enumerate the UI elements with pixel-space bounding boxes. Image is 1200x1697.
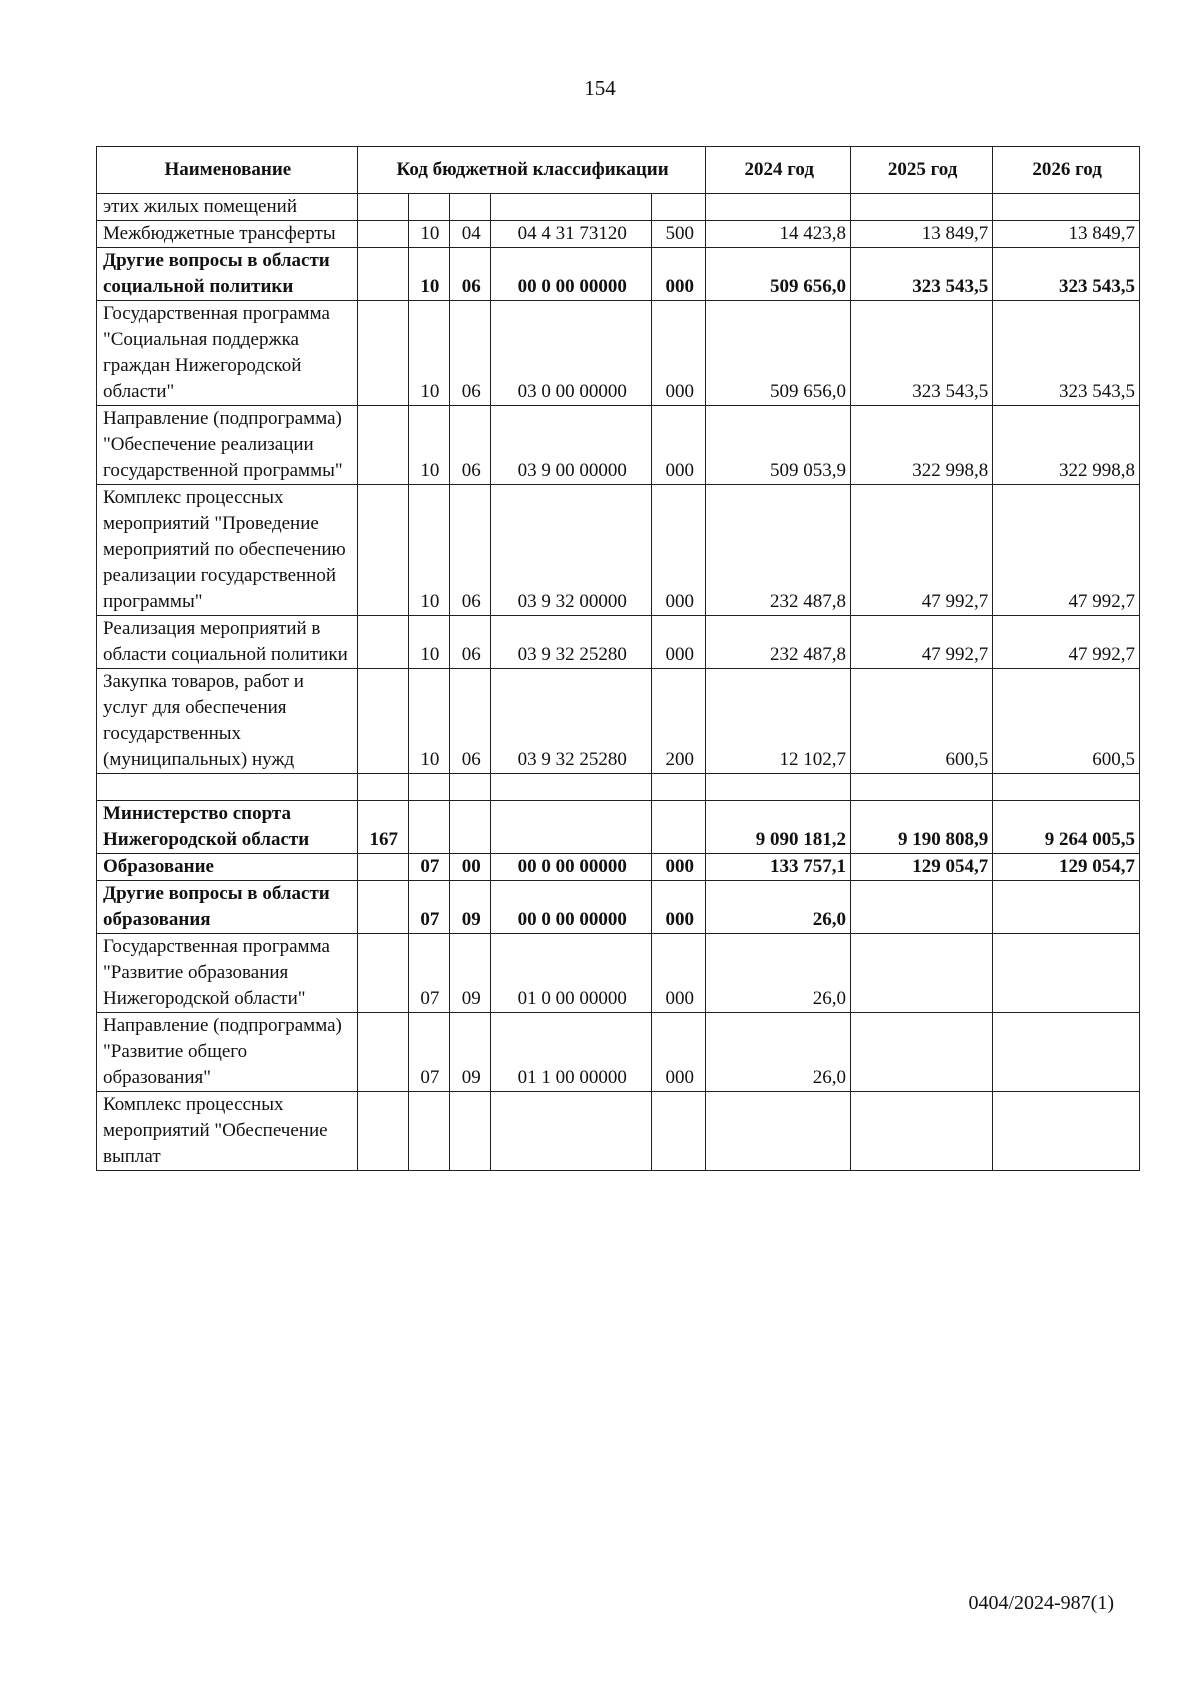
- cell-2024: 26,0: [706, 934, 850, 1013]
- cell-expense-type: [652, 801, 706, 854]
- cell-expense-type: 500: [652, 221, 706, 248]
- cell-2024: 509 053,9: [706, 406, 850, 485]
- cell-gr-code: [357, 221, 408, 248]
- cell-2026: 129 054,7: [993, 854, 1140, 881]
- cell-2026: [993, 774, 1140, 801]
- cell-name: Реализация мероприятий в области социальной политики: [97, 616, 358, 669]
- table-row: [97, 1013, 1140, 1092]
- cell-subsection: 09: [450, 934, 491, 1013]
- cell-section: 10: [408, 248, 449, 301]
- cell-2024: 14 423,8: [706, 221, 850, 248]
- cell-subsection: 06: [450, 485, 491, 616]
- cell-section: 07: [408, 881, 449, 934]
- cell-2025: [850, 881, 992, 934]
- cell-gr-code: [357, 194, 408, 221]
- cell-gr-code: [357, 1092, 408, 1171]
- cell-gr-code: [357, 406, 408, 485]
- cell-expense-type: [652, 1092, 706, 1171]
- table-row: [97, 248, 1140, 301]
- header-2026: 2026 год: [993, 147, 1140, 194]
- table-row: [97, 669, 1140, 774]
- cell-subsection: [450, 194, 491, 221]
- cell-gr-code: [357, 854, 408, 881]
- cell-2026: [993, 1013, 1140, 1092]
- cell-name: Образование: [97, 854, 358, 881]
- budget-table: [96, 146, 1140, 1171]
- cell-section: 07: [408, 934, 449, 1013]
- cell-expense-type: 000: [652, 1013, 706, 1092]
- header-2024: 2024 год: [706, 147, 850, 194]
- cell-expense-type: 000: [652, 616, 706, 669]
- cell-2026: 13 849,7: [993, 221, 1140, 248]
- cell-section: [408, 774, 449, 801]
- cell-expense-type: 000: [652, 854, 706, 881]
- table-row: [97, 1092, 1140, 1171]
- cell-section: [408, 194, 449, 221]
- cell-2025: [850, 1013, 992, 1092]
- cell-gr-code: 167: [357, 801, 408, 854]
- cell-target-code: 00 0 00 00000: [491, 854, 652, 881]
- table-header-row: [97, 147, 1140, 194]
- cell-section: 10: [408, 616, 449, 669]
- cell-name: Министерство спорта Нижегородской области: [97, 801, 358, 854]
- cell-name: Комплекс процессных мероприятий "Обеспечение выплат: [97, 1092, 358, 1171]
- cell-2025: 47 992,7: [850, 485, 992, 616]
- cell-target-code: [491, 194, 652, 221]
- cell-subsection: 09: [450, 1013, 491, 1092]
- cell-expense-type: [652, 194, 706, 221]
- cell-expense-type: 000: [652, 934, 706, 1013]
- cell-name: Межбюджетные трансферты: [97, 221, 358, 248]
- cell-subsection: 09: [450, 881, 491, 934]
- cell-2026: [993, 1092, 1140, 1171]
- cell-2024: [706, 1092, 850, 1171]
- cell-2026: 9 264 005,5: [993, 801, 1140, 854]
- cell-gr-code: [357, 774, 408, 801]
- cell-name: [97, 774, 358, 801]
- cell-2024: [706, 194, 850, 221]
- document-code: 0404/2024-987(1): [968, 1592, 1114, 1614]
- table-row: [97, 801, 1140, 854]
- cell-expense-type: 000: [652, 248, 706, 301]
- cell-subsection: 06: [450, 669, 491, 774]
- cell-name: Государственная программа "Развитие образования Нижегородской области": [97, 934, 358, 1013]
- cell-subsection: [450, 1092, 491, 1171]
- table-row: [97, 774, 1140, 801]
- cell-2024: 26,0: [706, 1013, 850, 1092]
- cell-section: 07: [408, 1013, 449, 1092]
- cell-expense-type: 000: [652, 881, 706, 934]
- cell-gr-code: [357, 301, 408, 406]
- cell-2025: 47 992,7: [850, 616, 992, 669]
- cell-2025: [850, 774, 992, 801]
- cell-gr-code: [357, 934, 408, 1013]
- cell-subsection: 06: [450, 616, 491, 669]
- table-row: [97, 485, 1140, 616]
- cell-section: 07: [408, 854, 449, 881]
- cell-2025: 322 998,8: [850, 406, 992, 485]
- cell-2026: 47 992,7: [993, 485, 1140, 616]
- cell-2025: 129 054,7: [850, 854, 992, 881]
- header-name: Наименование: [97, 147, 358, 194]
- cell-target-code: 03 9 32 00000: [491, 485, 652, 616]
- cell-section: 10: [408, 301, 449, 406]
- cell-2026: 323 543,5: [993, 301, 1140, 406]
- table-body: [97, 194, 1140, 1171]
- cell-subsection: [450, 801, 491, 854]
- cell-section: [408, 1092, 449, 1171]
- cell-2026: 323 543,5: [993, 248, 1140, 301]
- cell-name: Государственная программа "Социальная поддержка граждан Нижегородской области": [97, 301, 358, 406]
- cell-subsection: [450, 774, 491, 801]
- cell-name: Другие вопросы в области социальной политики: [97, 248, 358, 301]
- cell-2024: 509 656,0: [706, 301, 850, 406]
- cell-section: [408, 801, 449, 854]
- cell-expense-type: 000: [652, 406, 706, 485]
- cell-expense-type: [652, 774, 706, 801]
- cell-gr-code: [357, 1013, 408, 1092]
- header-2025: 2025 год: [850, 147, 992, 194]
- cell-section: 10: [408, 406, 449, 485]
- cell-2024: 232 487,8: [706, 485, 850, 616]
- table-row: [97, 406, 1140, 485]
- cell-section: 10: [408, 221, 449, 248]
- cell-section: 10: [408, 669, 449, 774]
- cell-name: Направление (подпрограмма) "Обеспечение реализации государственной программы": [97, 406, 358, 485]
- cell-target-code: 01 0 00 00000: [491, 934, 652, 1013]
- cell-target-code: 03 9 32 25280: [491, 616, 652, 669]
- cell-2026: 600,5: [993, 669, 1140, 774]
- cell-2025: 323 543,5: [850, 248, 992, 301]
- cell-subsection: 06: [450, 248, 491, 301]
- cell-expense-type: 000: [652, 485, 706, 616]
- cell-2025: 600,5: [850, 669, 992, 774]
- cell-gr-code: [357, 669, 408, 774]
- cell-subsection: 06: [450, 301, 491, 406]
- cell-2026: [993, 934, 1140, 1013]
- table-row: [97, 881, 1140, 934]
- cell-2024: [706, 774, 850, 801]
- cell-2025: 323 543,5: [850, 301, 992, 406]
- table-row: [97, 221, 1140, 248]
- cell-name: Закупка товаров, работ и услуг для обеспечения государственных (муниципальных) нужд: [97, 669, 358, 774]
- cell-subsection: 04: [450, 221, 491, 248]
- cell-2025: [850, 194, 992, 221]
- cell-expense-type: 000: [652, 301, 706, 406]
- cell-section: 10: [408, 485, 449, 616]
- page-number: 154: [584, 76, 616, 100]
- cell-gr-code: [357, 881, 408, 934]
- cell-gr-code: [357, 485, 408, 616]
- cell-gr-code: [357, 616, 408, 669]
- cell-gr-code: [357, 248, 408, 301]
- cell-name: этих жилых помещений: [97, 194, 358, 221]
- cell-2025: 13 849,7: [850, 221, 992, 248]
- cell-2024: 509 656,0: [706, 248, 850, 301]
- cell-subsection: 00: [450, 854, 491, 881]
- cell-target-code: [491, 801, 652, 854]
- cell-target-code: 03 0 00 00000: [491, 301, 652, 406]
- cell-2024: 26,0: [706, 881, 850, 934]
- cell-target-code: [491, 1092, 652, 1171]
- cell-target-code: 01 1 00 00000: [491, 1013, 652, 1092]
- cell-name: Другие вопросы в области образования: [97, 881, 358, 934]
- table-row: [97, 854, 1140, 881]
- cell-2026: 47 992,7: [993, 616, 1140, 669]
- cell-2024: 133 757,1: [706, 854, 850, 881]
- cell-2026: 322 998,8: [993, 406, 1140, 485]
- cell-2024: 9 090 181,2: [706, 801, 850, 854]
- cell-name: Направление (подпрограмма) "Развитие общего образования": [97, 1013, 358, 1092]
- cell-target-code: [491, 774, 652, 801]
- cell-2024: 232 487,8: [706, 616, 850, 669]
- cell-target-code: 03 9 00 00000: [491, 406, 652, 485]
- cell-name: Комплекс процессных мероприятий "Проведение мероприятий по обеспечению реализации государственной программы": [97, 485, 358, 616]
- cell-target-code: 03 9 32 25280: [491, 669, 652, 774]
- cell-2025: [850, 1092, 992, 1171]
- table-row: [97, 301, 1140, 406]
- header-code: Код бюджетной классификации: [357, 147, 706, 194]
- cell-2026: [993, 194, 1140, 221]
- cell-expense-type: 200: [652, 669, 706, 774]
- cell-target-code: 00 0 00 00000: [491, 881, 652, 934]
- cell-2025: [850, 934, 992, 1013]
- cell-2024: 12 102,7: [706, 669, 850, 774]
- cell-2025: 9 190 808,9: [850, 801, 992, 854]
- cell-subsection: 06: [450, 406, 491, 485]
- cell-target-code: 04 4 31 73120: [491, 221, 652, 248]
- table-row: [97, 616, 1140, 669]
- cell-target-code: 00 0 00 00000: [491, 248, 652, 301]
- table-row: [97, 934, 1140, 1013]
- table-row: [97, 194, 1140, 221]
- cell-2026: [993, 881, 1140, 934]
